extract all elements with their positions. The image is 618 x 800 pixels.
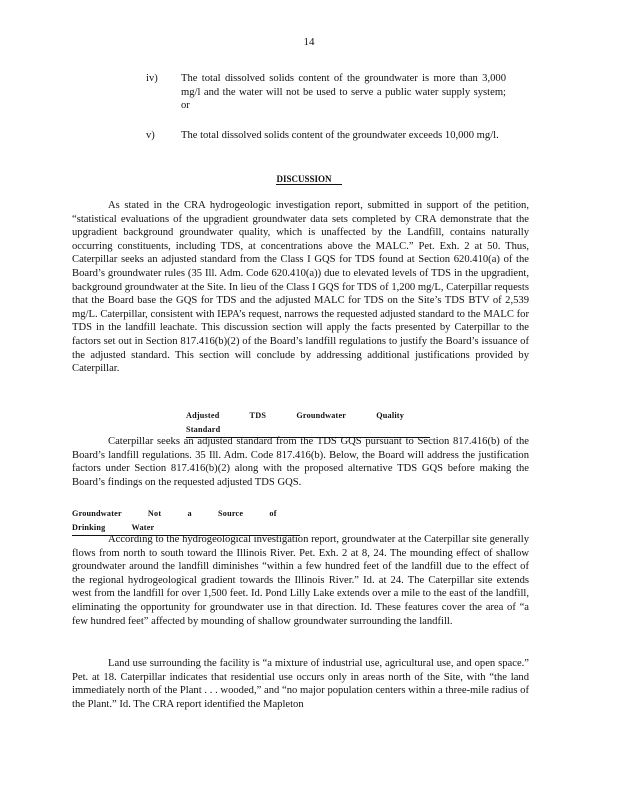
list-item-text: The total dissolved solids content of the groundwater exceeds 10,000 mg/l. — [181, 130, 499, 141]
paragraph-adjusted-standard: Caterpillar seeks an adjusted standard from the TDS GQS pursuant to Section 817.416(b) of the Board’s landfill regulations. 35 Ill. Adm. Code 817.416(b). Below, the Board will address the justification factors under Section 817.416(b)(2) along with the proposed alternative TDS GQS before making the Board’s findings on the requested adjusted TDS GQS. — [72, 436, 529, 488]
paragraph-groundwater-flow: According to the hydrogeological investigation report, groundwater at the Caterpillar site generally flows from north to south toward the Illinois River. Pet. Exh. 2 at 8, 24. The mounding effect of shallow groundwater around the landfill diminishes “within a few hundred feet of the landfill due to the effect of the regional hydrogeological gradient towards the Illinois River.” Id. at 24. The Caterpillar site extends west from the landfill for over 1,500 feet. Id. Pond Lilly Lake extends over a mile to the east of the landfill, eliminating the opportunity for groundwater use in that direction. Id. These features cover the area of “a few hundred feet” affected by mounding of shallow groundwater surrounding the landfill. — [72, 534, 529, 627]
discussion-heading — [0, 173, 618, 187]
page-number: 14 — [303, 36, 315, 48]
paragraph-land-use: Land use surrounding the facility is “a mixture of industrial use, agricultural use, and open space.” Pet. at 18. Caterpillar indicates that residential use occurs only in areas north of the Site, with “the land immediately north of the Plant . . . wooded,” and “no major population centers within a three-mile radius of the Plant.” Id. The CRA report identified the Mapleton — [72, 658, 529, 710]
discussion-heading-text: DISCUSSION — [276, 174, 341, 185]
subheading-not-drinking-water: Groundwater Not a Source of Drinking Water — [72, 507, 300, 536]
paragraph-intro: As stated in the CRA hydrogeologic investigation report, submitted in support of the petition, “statistical evaluations of the upgradient groundwater data sets completed by CRA demonstrate that the upgradient background groundwater quality, which is unaffected by the Landfill, contains naturally occurring constituents, including TDS, at concentrations above the MALC.” Pet. Exh. 2 at 50. Thus, Caterpillar seeks an adjusted standard from the Class I GQS for TDS found at Section 620.410(a) of the Board’s groundwater rules (35 Ill. Adm. Code 620.410(a)) due to elevated levels of TDS in the upgradient, background groundwater at the Site. In lieu of the Class I GQS for TDS of 1,200 mg/L, Caterpillar requests that the Board base the GQS for TDS and the adjusted MALC for TDS on the Site’s TDS BTV of 2,539 mg/L. Caterpillar, consistent with IEPA’s request, narrows the requested adjusted standard to the MALC for TDS in the landfill leachate. This discussion section will apply the facts presented by Caterpillar to the factors set out in Section 817.416(b)(2) of the Board’s landfill regulations to justify the Board’s issuance of the adjusted standard. This section will conclude by addressing additional justifications provided by Caterpillar. — [72, 200, 529, 375]
subheading-adjusted-tds-gqs: Adjusted TDS Groundwater Quality Standard — [186, 409, 430, 438]
list-item-text: The total dissolved solids content of the groundwater is more than 3,000 mg/l and the water will not be used to serve a public water supply system; or — [181, 73, 506, 112]
list-item-number: iv) — [146, 73, 158, 84]
list-item-number: v) — [146, 130, 155, 141]
